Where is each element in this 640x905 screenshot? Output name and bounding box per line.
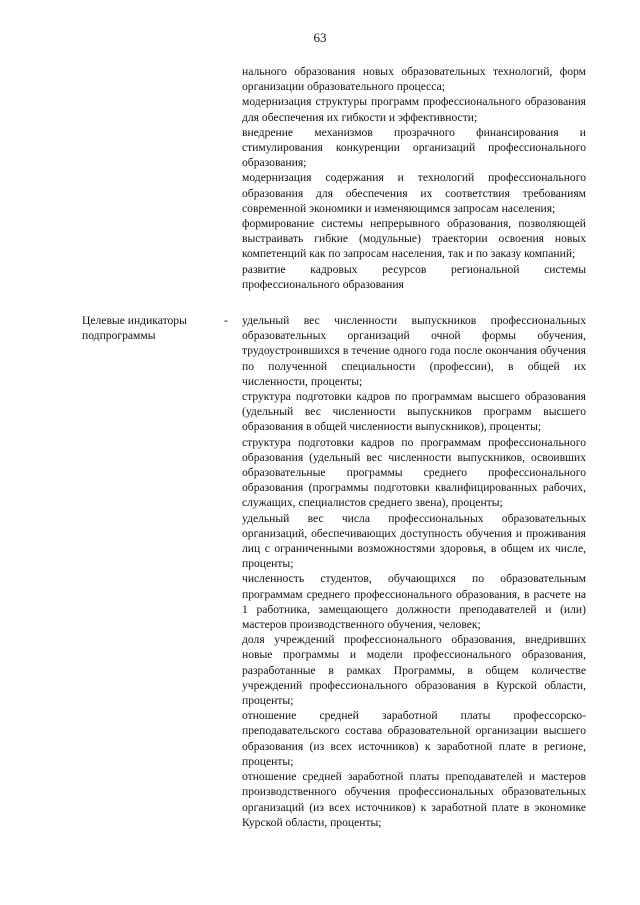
measure-item: формирование системы непрерывного образования, позволяющей выстраивать гибкие (модульные) траектории освоения новых компетенций как по запросам населения, так и по заказу компаний;	[242, 217, 586, 261]
indicator-item: структура подготовки кадров по программам профессионального образования (удельный вес численности выпускников, освоивших образовательные программы среднего профессионального образования (программы подготовки квалифицированных рабочих, служащих, специалистов среднего звена), проценты;	[242, 435, 586, 510]
indicator-item: доля учреждений профессионального образования, внедривших новые программы и модели профессионального образования, разработанные в рамках Программы, в общем количестве учреждений профессионального образования в Курской области, проценты;	[242, 633, 586, 708]
row-dash: -	[224, 314, 228, 327]
target-indicators-list	[242, 313, 586, 830]
indicator-item: отношение средней заработной платы преподавателей и мастеров производственного обучения профессиональных образовательных организаций (из всех источников) к заработной плате в экономике Курской области, проценты;	[242, 770, 586, 829]
target-indicators-label-line: Целевые индикаторы	[82, 314, 187, 327]
target-indicators-label-line: подпрограммы	[82, 329, 156, 343]
page-number: 63	[313, 30, 327, 45]
measure-item: модернизация содержания и технологий профессионального образования для обеспечения их соответствия требованиям современной экономики и изменяющимся запросам населения;	[242, 171, 586, 215]
measure-item: внедрение механизмов прозрачного финансирования и стимулирования конкуренции организаций профессионального образования;	[242, 125, 586, 170]
indicator-item: отношение средней заработной платы профессорско-преподавательского состава образовательной организации высшего образования (из всех источников) к заработной плате в регионе, проценты;	[242, 709, 586, 768]
measure-item: модернизация структуры программ профессионального образования для обеспечения их гибкости и эффективности;	[242, 95, 586, 124]
indicator-item: удельный вес числа профессиональных образовательных организаций, обеспечивающих доступность обучения и проживания лиц с ограниченными возможностями здоровья, в общем их числе, проценты;	[242, 511, 586, 571]
measures-list-continued	[242, 64, 586, 292]
indicator-item: структура подготовки кадров по программам высшего образования (удельный вес численности выпускников программ высшего образования в общей численности выпускников), проценты;	[242, 390, 586, 434]
indicator-item: удельный вес численности выпускников профессиональных образовательных организаций очной формы обучения, трудоустроившихся в течение одного года после окончания обучения по полученной специальности (профессии), в общей их численности, проценты;	[242, 314, 586, 388]
indicator-item: численность студентов, обучающихся по образовательным программам среднего профессионального образования, в расчете на 1 работника, замещающего должности преподавателей и (или) мастеров производственного обучения, человек;	[242, 572, 586, 632]
measure-item: развитие кадровых ресурсов региональной системы профессионального образования	[242, 262, 586, 291]
target-indicators-label	[82, 313, 222, 343]
measure-item: нального образования новых образовательных технологий, форм организации образовательного процесса;	[242, 65, 586, 94]
